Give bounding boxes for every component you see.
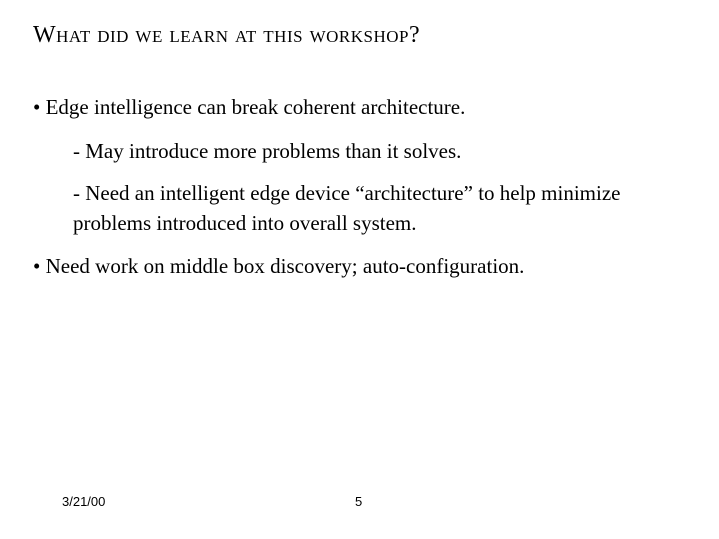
sub-bullet-item: - Need an intelligent edge device “architecture” to help minimize problems introduced into overall system. [73,181,621,235]
bullet-item [33,254,524,279]
footer-page-number: 5 [355,494,363,509]
bullet-marker: • [33,254,41,278]
footer-date: 3/21/00 [62,494,106,509]
bullet-text: Need work on middle box discovery; auto-configuration. [45,254,525,278]
bullet-item [33,95,465,120]
bullet-marker: • [33,95,41,119]
bullet-text: Edge intelligence can break coherent architecture. [45,95,466,119]
sub-bullet-item: - May introduce more problems than it solves. [73,139,462,163]
slide-title: What did we learn at this workshop? [33,22,421,48]
